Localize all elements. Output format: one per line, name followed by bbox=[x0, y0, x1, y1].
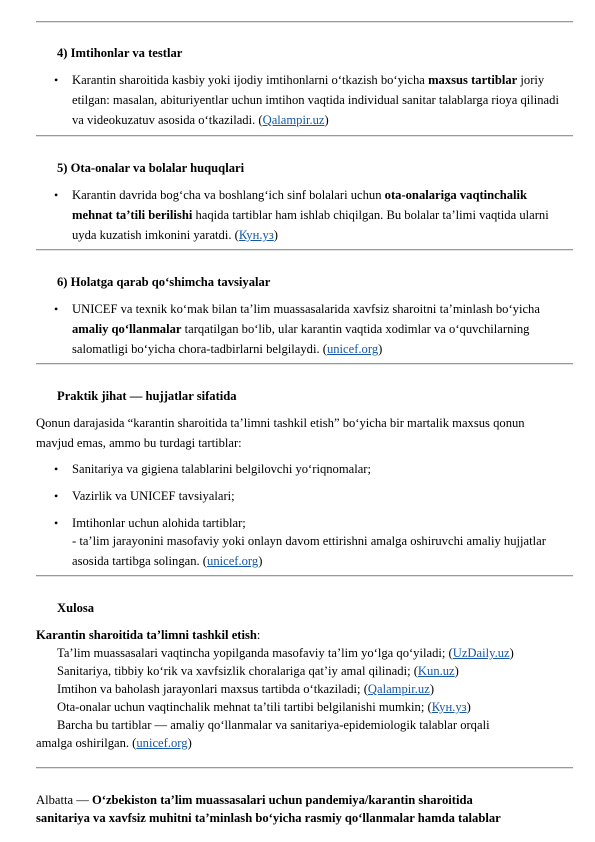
conclusion-line: Ota-onalar uchun vaqtinchalik mehnat ta’tili tartibi belgilanishi mumkin; (Кун.уз) bbox=[57, 700, 471, 714]
conclusion-line: Ta’lim muassasalari vaqtincha yopilganda masofaviy ta’lim yo‘lga qo‘yiladi; (UzDaily.uz) bbox=[57, 646, 514, 660]
source-link[interactable]: Кун.уз bbox=[431, 700, 467, 714]
source-link[interactable]: Qalampir.uz bbox=[262, 113, 325, 127]
source-link[interactable]: unicef.org bbox=[207, 554, 259, 568]
divider bbox=[36, 575, 573, 577]
conclusion-lead: Karantin sharoitida ta’limni tashkil etish: bbox=[36, 628, 261, 642]
bullet-icon: • bbox=[54, 489, 59, 503]
closing-paragraph-continued: sanitariya va xavfsiz muhitni ta’minlash bo‘yicha rasmiy qo‘llanmalar hamda talablar bbox=[36, 811, 501, 825]
list-item: Karantin sharoitida kasbiy yoki ijodiy imtihonlarni o‘tkazish bo‘yicha maxsus tartiblar joriy etilgan: masalan, abituriyentlar uchun imtihon vaqtida individual sanitar talablarga rioya qilinadi va videokuzatuv asosida o‘tkaziladi. (Qalampir.uz) bbox=[72, 73, 559, 127]
list-item: Imtihonlar uchun alohida tartiblar; bbox=[72, 516, 246, 530]
list-item-detail: - ta’lim jarayonini masofaviy yoki onlayn davom ettirishni amalga oshiruvchi amaliy hujjatlar asosida tartibga solingan. (unicef.org) bbox=[72, 534, 546, 568]
source-link[interactable]: Qalampir.uz bbox=[367, 682, 430, 696]
emphasis: ota-onalariga vaqtinchalik mehnat ta’tili berilishi bbox=[72, 188, 528, 222]
divider bbox=[36, 249, 573, 251]
list-item: Karantin davrida bog‘cha va boshlang‘ich sinf bolalari uchun ota-onalariga vaqtinchalik mehnat ta’tili berilishi haqida tartiblar ham ishlab chiqilgan. Bu bolalar ta’limi vaqtida ularni uyda kuzatish imkonini yaratdi. (Кун.уз) bbox=[72, 188, 549, 242]
section-heading: 5) Ota-onalar va bolalar huquqlari bbox=[57, 161, 245, 175]
bullet-icon: • bbox=[54, 516, 59, 530]
paragraph: Qonun darajasida “karantin sharoitida ta’limni tashkil etish” bo‘yicha bir martalik maxsus qonun mavjud emas, ammo bu turdagi tartiblar: bbox=[36, 416, 525, 450]
source-link[interactable]: Kun.uz bbox=[417, 664, 455, 678]
source-link[interactable]: unicef.org bbox=[136, 736, 188, 750]
emphasis: amaliy qo‘llanmalar bbox=[72, 322, 182, 336]
bullet-icon: • bbox=[54, 188, 59, 202]
divider bbox=[36, 363, 573, 365]
source-link[interactable]: unicef.org bbox=[326, 342, 379, 356]
list-item: Sanitariya va gigiena talablarini belgilovchi yo‘riqnomalar; bbox=[72, 462, 372, 476]
conclusion-line: Imtihon va baholash jarayonlari maxsus tartibda o‘tkaziladi; (Qalampir.uz) bbox=[57, 682, 435, 696]
divider bbox=[36, 135, 573, 137]
section-heading: Praktik jihat — hujjatlar sifatida bbox=[57, 389, 237, 403]
bullet-icon: • bbox=[54, 462, 59, 476]
closing-paragraph: Albatta — O‘zbekiston ta’lim muassasalari uchun pandemiya/karantin sharoitida bbox=[36, 793, 473, 807]
bullet-icon: • bbox=[54, 73, 59, 87]
section-heading: 4) Imtihonlar va testlar bbox=[57, 46, 183, 60]
source-link[interactable]: Кун.уз bbox=[238, 228, 274, 242]
conclusion-line: Sanitariya, tibbiy ko‘rik va xavfsizlik choralariga qat’iy amal qilinadi; (Kun.uz) bbox=[57, 664, 459, 678]
conclusion-line: amalga oshirilgan. (unicef.org) bbox=[36, 736, 192, 750]
list-item: Vazirlik va UNICEF tavsiyalari; bbox=[72, 489, 235, 503]
section-heading: Xulosa bbox=[57, 601, 95, 615]
divider bbox=[36, 767, 573, 769]
section-heading: 6) Holatga qarab qo‘shimcha tavsiyalar bbox=[57, 275, 271, 289]
conclusion-line: Barcha bu tartiblar — amaliy qo‘llanmalar va sanitariya-epidemiologik talablar orqali bbox=[57, 718, 490, 732]
bullet-icon: • bbox=[54, 302, 59, 316]
list-item: UNICEF va texnik ko‘mak bilan ta’lim muassasalarida xavfsiz sharoitni ta’minlash bo‘yicha amaliy qo‘llanmalar tarqatilgan bo‘lib, ular karantin vaqtida xodimlar va o‘quvchilarning salomatligi bo‘yicha chora-tadbirlarni belgilaydi. (unicef.org) bbox=[72, 302, 540, 356]
source-link[interactable]: UzDaily.uz bbox=[452, 646, 510, 660]
divider bbox=[36, 21, 573, 23]
emphasis: maxsus tartiblar bbox=[428, 73, 518, 87]
